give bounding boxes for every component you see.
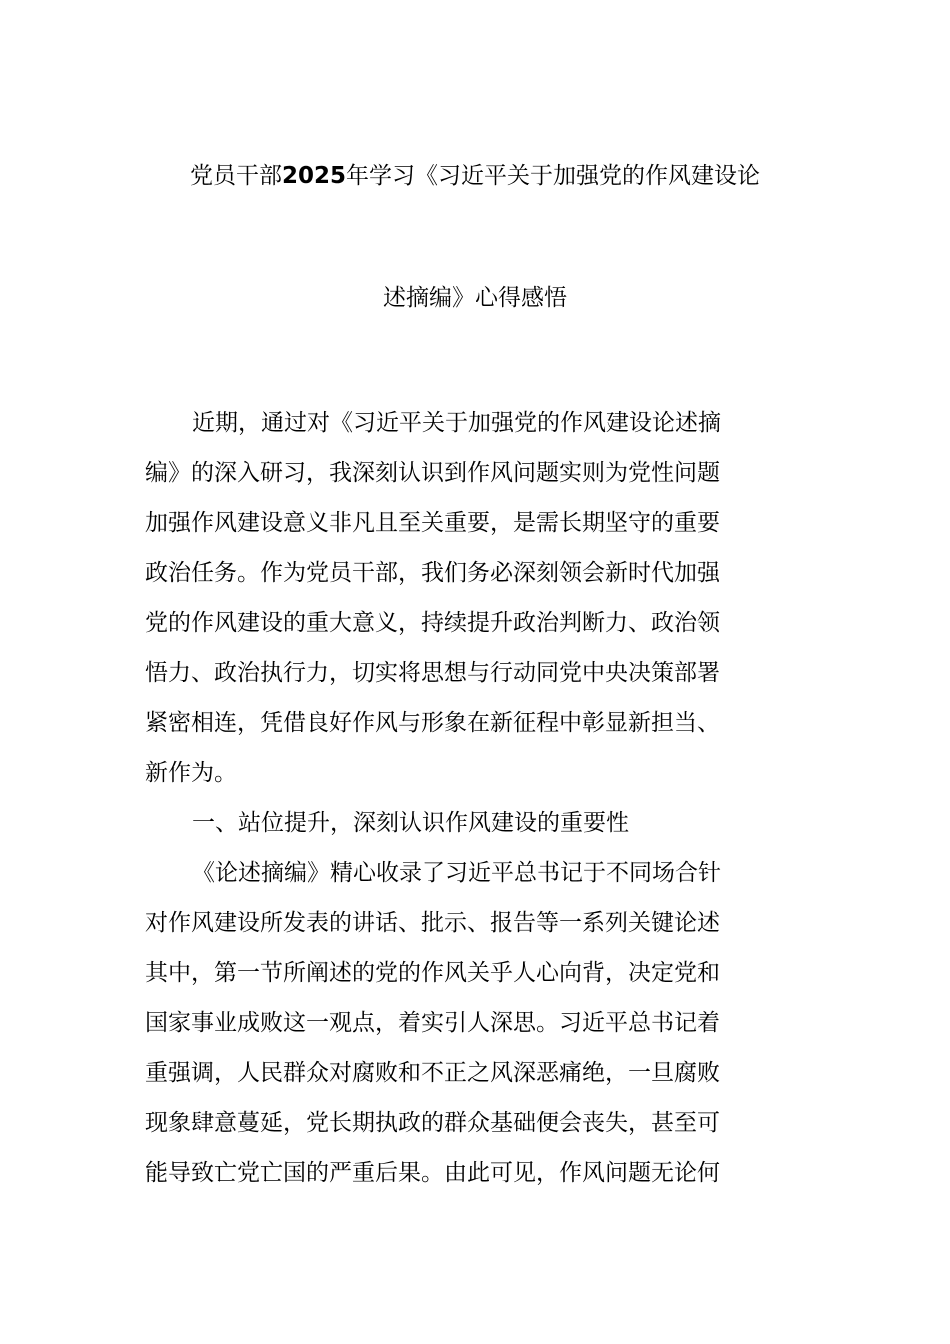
paragraph-1-line: 近期，通过对《习近平关于加强党的作风建设论述摘 <box>192 410 721 436</box>
paragraph-2-line: 现象肆意蔓延，党长期执政的群众基础便会丧失，甚至可 <box>145 1110 720 1136</box>
title-suffix: 年学习《习近平关于加强党的作风建设论 <box>346 163 760 189</box>
paragraph-2-line: 《论述摘编》精心收录了习近平总书记于不同场合针 <box>192 860 721 886</box>
paragraph-1-line: 紧密相连，凭借良好作风与形象在新征程中彰显新担当、 <box>145 710 720 736</box>
document-title-line-1 <box>0 160 950 192</box>
paragraph-2-line: 其中，第一节所阐述的党的作风关乎人心向背，决定党和 <box>145 960 720 986</box>
paragraph-2-line: 对作风建设所发表的讲话、批示、报告等一系列关键论述 <box>145 910 720 936</box>
paragraph-1-line: 编》的深入研习，我深刻认识到作风问题实则为党性问题 <box>145 460 720 486</box>
title-year: 2025 <box>281 163 346 189</box>
document-title-line-2: 述摘编》心得感悟 <box>383 285 567 311</box>
document-body <box>145 398 815 1198</box>
paragraph-1-line: 加强作风建设意义非凡且至关重要，是需长期坚守的重要 <box>145 510 720 536</box>
paragraph-1-line: 政治任务。作为党员干部，我们务必深刻领会新时代加强 <box>145 560 720 586</box>
paragraph-2-line: 重强调，人民群众对腐败和不正之风深恶痛绝，一旦腐败 <box>145 1060 720 1086</box>
paragraph-1-line: 新作为。 <box>145 760 237 786</box>
paragraph-2-line: 能导致亡党亡国的严重后果。由此可见，作风问题无论何 <box>145 1160 720 1186</box>
paragraph-1-line: 悟力、政治执行力，切实将思想与行动同党中央决策部署 <box>145 660 720 686</box>
title-prefix: 党员干部 <box>189 163 282 189</box>
paragraph-1-line: 党的作风建设的重大意义，持续提升政治判断力、政治领 <box>145 610 720 636</box>
paragraph-2-line: 国家事业成败这一观点，着实引人深思。习近平总书记着 <box>145 1010 720 1036</box>
section-1-heading: 一、站位提升，深刻认识作风建设的重要性 <box>192 810 629 836</box>
